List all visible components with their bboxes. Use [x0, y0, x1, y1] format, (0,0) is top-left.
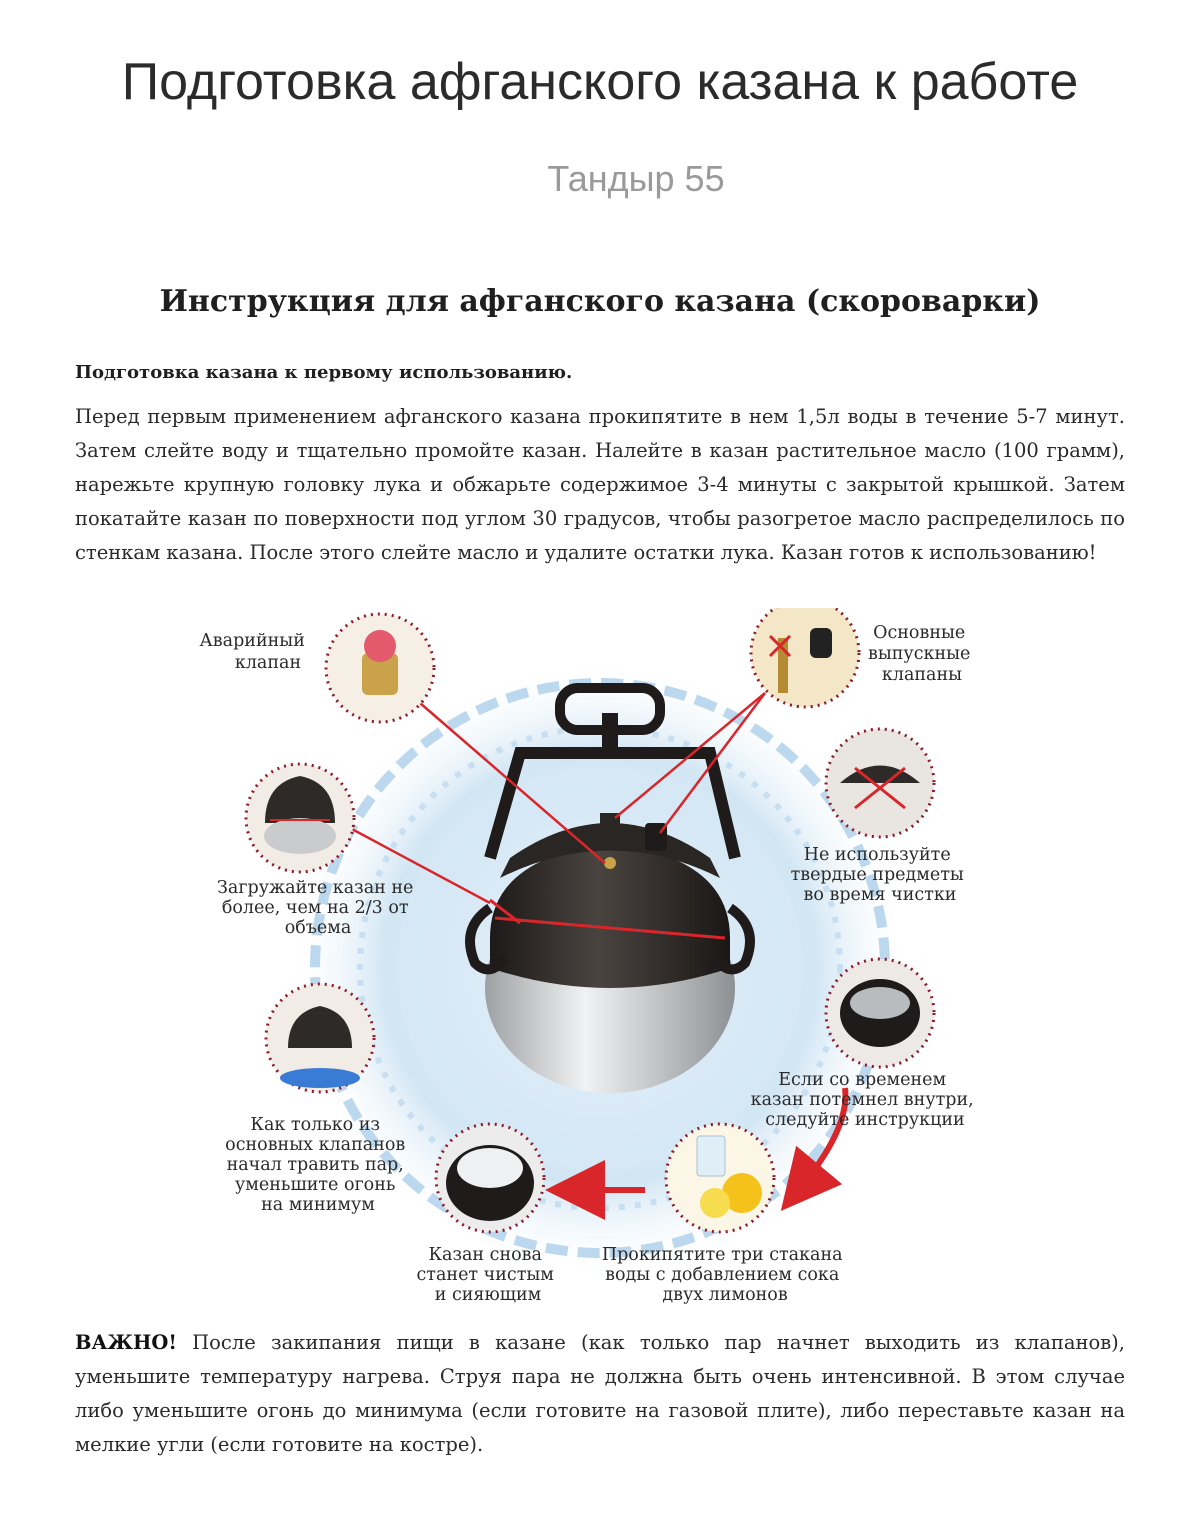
label-fill-limit: Загружайте казан не более, чем на 2/3 от объема	[217, 878, 414, 938]
kazan-instruction-diagram	[190, 608, 1010, 1318]
boil-lemons-circle	[666, 1124, 774, 1232]
reduce-fire-circle	[266, 984, 374, 1092]
no-hard-objects-circle	[826, 729, 934, 837]
fill-limit-circle	[246, 764, 354, 872]
emergency-valve-circle	[326, 614, 434, 722]
page-title: Подготовка афганского казана к работе	[121, 53, 1079, 111]
label-clean-again: Казан снова станет чистым и сияющим	[416, 1245, 554, 1305]
important-paragraph	[75, 1326, 1125, 1462]
important-label: ВАЖНО!	[75, 1331, 177, 1354]
darkened-circle	[826, 959, 934, 1067]
label-emergency-valve: Аварийный клапан	[199, 631, 305, 673]
important-text: После закипания пищи в казане (как только пар начнет выходить из клапанов), уменьшите температуру нагрева. Струя пара не должна быть очень интенсивной. В этом случае либо уменьшите огонь до минимума (если готовите на газовой плите), либо переставьте казан на мелкие угли (если готовите на костре).	[75, 1331, 1125, 1456]
clean-again-circle	[436, 1124, 544, 1232]
label-reduce-fire: Как только из основных клапанов начал травить пар, уменьшите огонь на минимум	[225, 1115, 406, 1215]
label-main-valves: Основные выпускные клапаны	[867, 623, 971, 685]
author-name[interactable]: Тандыр 55	[547, 158, 725, 199]
document-subheading: Подготовка казана к первому использованию.	[75, 362, 573, 383]
label-no-hard-objects: Не используйте твердые предметы во время чистки	[790, 845, 964, 905]
intro-paragraph: Перед первым применением афганского казана прокипятите в нем 1,5л воды в течение 5-7 минут. Затем слейте воду и тщательно промойте казан. Налейте в казан растительное масло (100 грамм), нарежьте крупную головку лука и обжарьте содержимое 3-4 минуты с закрытой крышкой. Затем покатайте казан по поверхности под углом 30 градусов, чтобы разогретое масло распределилось по стенкам казана. После этого слейте масло и удалите остатки лука. Казан готов к использованию!	[75, 405, 1125, 564]
label-darkened: Если со временем казан потемнел внутри, следуйте инструкции	[750, 1070, 974, 1130]
main-valves-circle	[751, 608, 859, 707]
document-heading: Инструкция для афганского казана (скороварки)	[159, 284, 1041, 319]
label-boil-lemons: Прокипятите три стакана воды с добавлением сока двух лимонов	[601, 1245, 843, 1305]
